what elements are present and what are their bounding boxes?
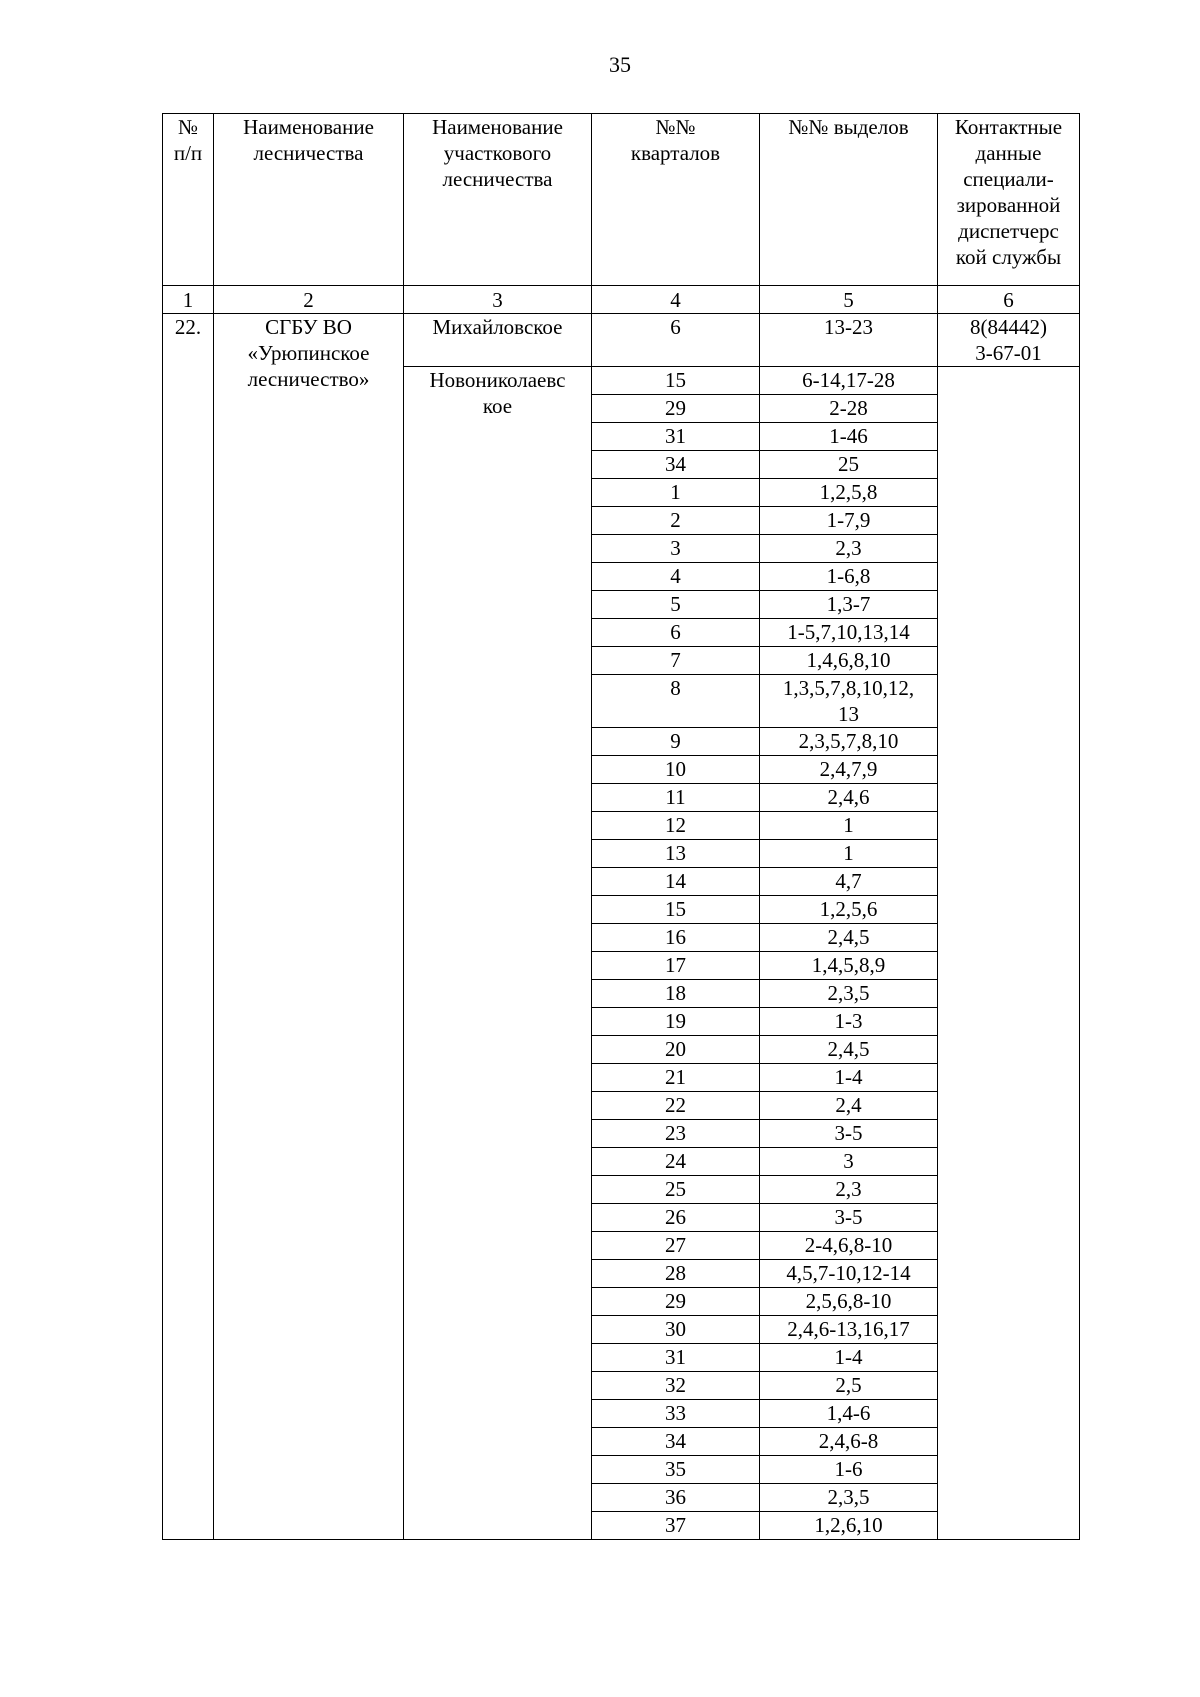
column-number: 3 bbox=[404, 286, 592, 314]
allotment-numbers: 4,7 bbox=[760, 868, 938, 896]
quarter-number: 2 bbox=[592, 507, 760, 535]
header-district: Наименование участкового лесничества bbox=[404, 114, 592, 286]
allotment-numbers: 1-4 bbox=[760, 1344, 938, 1372]
quarter-number: 15 bbox=[592, 896, 760, 924]
allotment-numbers: 2,3 bbox=[760, 535, 938, 563]
quarter-number: 10 bbox=[592, 756, 760, 784]
quarter-number: 31 bbox=[592, 1344, 760, 1372]
quarter-number: 13 bbox=[592, 840, 760, 868]
allotment-numbers: 3-5 bbox=[760, 1120, 938, 1148]
allotment-numbers: 3 bbox=[760, 1148, 938, 1176]
allotment-numbers: 3-5 bbox=[760, 1204, 938, 1232]
quarter-number: 9 bbox=[592, 728, 760, 756]
allotment-numbers: 25 bbox=[760, 451, 938, 479]
quarter-number: 16 bbox=[592, 924, 760, 952]
quarter-number: 29 bbox=[592, 1288, 760, 1316]
quarter-number: 19 bbox=[592, 1008, 760, 1036]
allotment-numbers: 2,4,6-8 bbox=[760, 1428, 938, 1456]
header-number: № п/п bbox=[163, 114, 214, 286]
quarter-number: 27 bbox=[592, 1232, 760, 1260]
allotment-numbers: 1,2,5,8 bbox=[760, 479, 938, 507]
allotment-numbers: 1 bbox=[760, 812, 938, 840]
district-name: Михайловское bbox=[404, 314, 592, 367]
quarter-number: 28 bbox=[592, 1260, 760, 1288]
allotment-numbers: 2,4,5 bbox=[760, 1036, 938, 1064]
allotment-numbers: 1,3,5,7,8,10,12, 13 bbox=[760, 675, 938, 728]
allotment-numbers: 1,3-7 bbox=[760, 591, 938, 619]
forestry-table bbox=[162, 113, 1080, 1540]
allotment-numbers: 2-28 bbox=[760, 395, 938, 423]
header-row bbox=[163, 114, 1080, 286]
quarter-number: 31 bbox=[592, 423, 760, 451]
allotment-numbers: 2,3,5,7,8,10 bbox=[760, 728, 938, 756]
allotment-numbers: 2,4,7,9 bbox=[760, 756, 938, 784]
quarter-number: 23 bbox=[592, 1120, 760, 1148]
quarter-number: 36 bbox=[592, 1484, 760, 1512]
column-number: 1 bbox=[163, 286, 214, 314]
quarter-number: 22 bbox=[592, 1092, 760, 1120]
quarter-number: 12 bbox=[592, 812, 760, 840]
allotment-numbers: 2,5,6,8-10 bbox=[760, 1288, 938, 1316]
quarter-number: 29 bbox=[592, 395, 760, 423]
header-allotments: №№ выделов bbox=[760, 114, 938, 286]
quarter-number: 30 bbox=[592, 1316, 760, 1344]
allotment-numbers: 2,4 bbox=[760, 1092, 938, 1120]
quarter-number: 6 bbox=[592, 314, 760, 367]
quarter-number: 5 bbox=[592, 591, 760, 619]
quarter-number: 7 bbox=[592, 647, 760, 675]
column-number: 5 bbox=[760, 286, 938, 314]
forestry-name: СГБУ ВО «Урюпинское лесничество» bbox=[214, 314, 404, 1540]
allotment-numbers: 2,4,5 bbox=[760, 924, 938, 952]
allotment-numbers: 6-14,17-28 bbox=[760, 367, 938, 395]
column-number: 4 bbox=[592, 286, 760, 314]
header-quarters: №№ кварталов bbox=[592, 114, 760, 286]
header-contact: Контактные данные специали- зированной диспетчерс кой службы bbox=[938, 114, 1080, 286]
allotment-numbers: 2,5 bbox=[760, 1372, 938, 1400]
allotment-numbers: 2,3,5 bbox=[760, 980, 938, 1008]
allotment-numbers: 1,4-6 bbox=[760, 1400, 938, 1428]
contact-info: 8(84442) 3-67-01 bbox=[938, 314, 1080, 367]
page-number: 35 bbox=[609, 52, 631, 77]
allotment-numbers: 1 bbox=[760, 840, 938, 868]
allotment-numbers: 1,4,5,8,9 bbox=[760, 952, 938, 980]
column-number: 2 bbox=[214, 286, 404, 314]
allotment-numbers: 2,4,6-13,16,17 bbox=[760, 1316, 938, 1344]
allotment-numbers: 2,3,5 bbox=[760, 1484, 938, 1512]
table-row bbox=[163, 314, 1080, 367]
quarter-number: 33 bbox=[592, 1400, 760, 1428]
column-number: 6 bbox=[938, 286, 1080, 314]
table-body bbox=[163, 314, 1080, 1540]
quarter-number: 4 bbox=[592, 563, 760, 591]
header-forestry: Наименование лесничества bbox=[214, 114, 404, 286]
quarter-number: 35 bbox=[592, 1456, 760, 1484]
allotment-numbers: 2-4,6,8-10 bbox=[760, 1232, 938, 1260]
contact-empty-cell bbox=[938, 367, 1080, 1540]
column-number-row bbox=[163, 286, 1080, 314]
quarter-number: 17 bbox=[592, 952, 760, 980]
entry-number: 22. bbox=[163, 314, 214, 1540]
quarter-number: 24 bbox=[592, 1148, 760, 1176]
quarter-number: 37 bbox=[592, 1512, 760, 1540]
district-name: Новониколаевс кое bbox=[404, 367, 592, 1540]
quarter-number: 14 bbox=[592, 868, 760, 896]
quarter-number: 32 bbox=[592, 1372, 760, 1400]
quarter-number: 3 bbox=[592, 535, 760, 563]
allotment-numbers: 1-6,8 bbox=[760, 563, 938, 591]
quarter-number: 1 bbox=[592, 479, 760, 507]
quarter-number: 11 bbox=[592, 784, 760, 812]
quarter-number: 18 bbox=[592, 980, 760, 1008]
allotment-numbers: 1-4 bbox=[760, 1064, 938, 1092]
allotment-numbers: 13-23 bbox=[760, 314, 938, 367]
quarter-number: 8 bbox=[592, 675, 760, 728]
quarter-number: 21 bbox=[592, 1064, 760, 1092]
allotment-numbers: 1,2,6,10 bbox=[760, 1512, 938, 1540]
allotment-numbers: 2,3 bbox=[760, 1176, 938, 1204]
quarter-number: 34 bbox=[592, 1428, 760, 1456]
allotment-numbers: 1-6 bbox=[760, 1456, 938, 1484]
allotment-numbers: 4,5,7-10,12-14 bbox=[760, 1260, 938, 1288]
allotment-numbers: 1-46 bbox=[760, 423, 938, 451]
quarter-number: 26 bbox=[592, 1204, 760, 1232]
allotment-numbers: 2,4,6 bbox=[760, 784, 938, 812]
allotment-numbers: 1,2,5,6 bbox=[760, 896, 938, 924]
quarter-number: 15 bbox=[592, 367, 760, 395]
quarter-number: 20 bbox=[592, 1036, 760, 1064]
quarter-number: 25 bbox=[592, 1176, 760, 1204]
allotment-numbers: 1-3 bbox=[760, 1008, 938, 1036]
allotment-numbers: 1,4,6,8,10 bbox=[760, 647, 938, 675]
allotment-numbers: 1-5,7,10,13,14 bbox=[760, 619, 938, 647]
quarter-number: 34 bbox=[592, 451, 760, 479]
quarter-number: 6 bbox=[592, 619, 760, 647]
allotment-numbers: 1-7,9 bbox=[760, 507, 938, 535]
